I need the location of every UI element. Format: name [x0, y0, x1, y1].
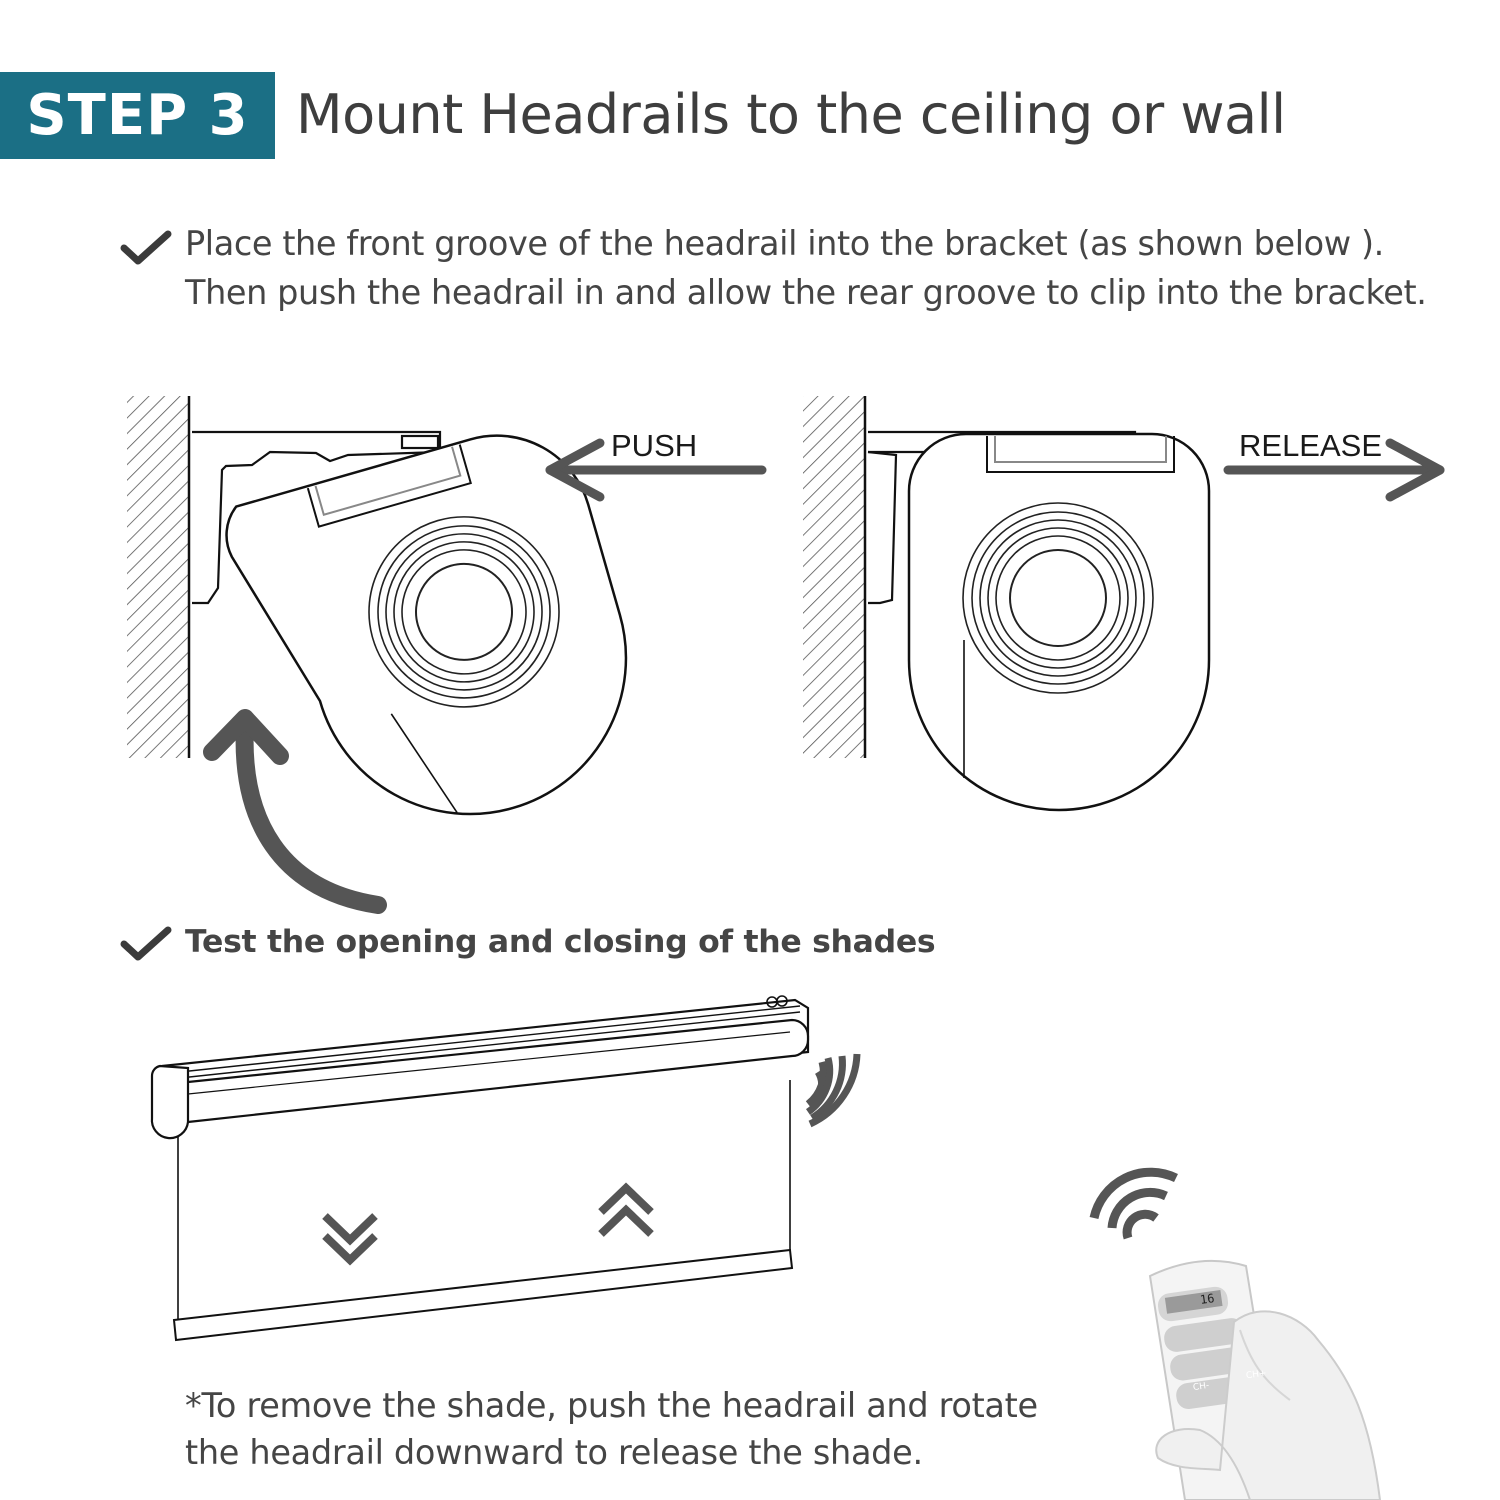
roller-shade: [152, 996, 808, 1340]
remote-button-ch-minus: CH-: [1192, 1380, 1210, 1394]
release-label: RELEASE: [1239, 428, 1383, 463]
checkmark-icon: [120, 924, 172, 964]
instruction-test: Test the opening and closing of the shades: [185, 924, 936, 960]
remote-button-ch-plus: CH+: [1245, 1368, 1268, 1382]
instruction-line-2: Then push the headrail in and allow the rear groove to clip into the bracket.: [185, 273, 1427, 312]
signal-waves-remote: [1094, 1172, 1176, 1238]
footnote-line-1: *To remove the shade, push the headrail and rotate: [185, 1386, 1038, 1425]
wall-right: [803, 396, 865, 758]
step-label: STEP 3: [26, 83, 249, 148]
headrail-mounted: [909, 434, 1209, 810]
headrail-tilted: [218, 413, 663, 863]
remote-display: 16: [1199, 1291, 1216, 1307]
page-title: Mount Headrails to the ceiling or wall: [296, 83, 1286, 146]
wall-left: [127, 396, 189, 758]
signal-waves-headrail: [808, 1054, 857, 1124]
instruction-line-1: Place the front groove of the headrail into the bracket (as shown below ).: [185, 224, 1384, 263]
push-label: PUSH: [611, 428, 698, 463]
footnote-line-2: the headrail downward to release the shade.: [185, 1433, 923, 1472]
